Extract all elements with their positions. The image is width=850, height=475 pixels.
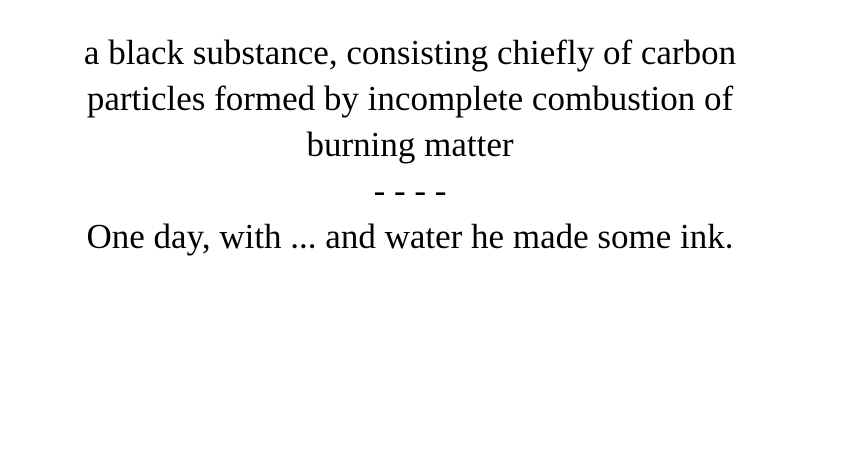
definition-line: particles formed by incomplete combustion of [86,79,734,118]
flashcard-content [0,30,820,260]
separator: - - - - [373,171,447,210]
definition-line: burning matter [306,125,514,164]
definition-line: a black substance, consisting chiefly of carbon [83,33,737,72]
example-sentence: One day, with ... and water he made some ink. [86,217,734,256]
definition-text [0,30,820,168]
